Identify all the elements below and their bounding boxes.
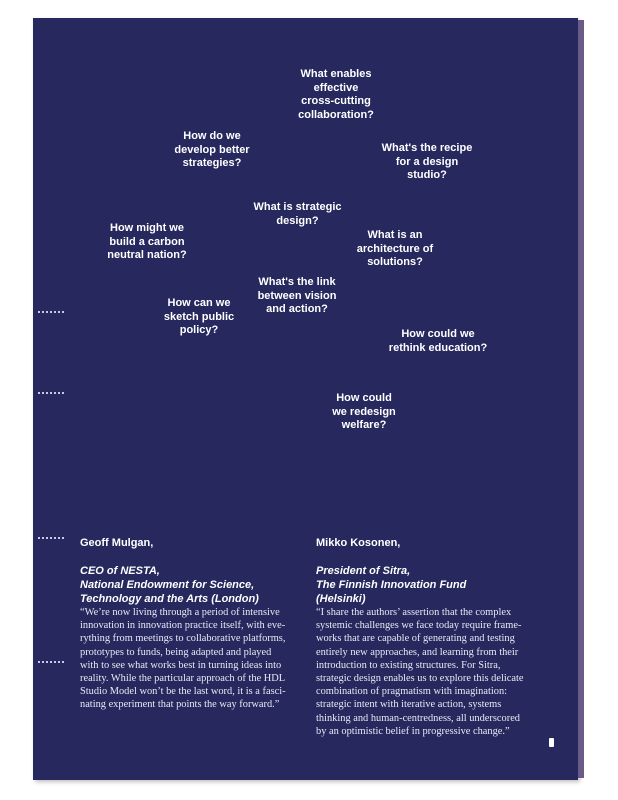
- attribution-role: CEO of NESTA, National Endowment for Science, Technology and the Arts (London): [80, 565, 259, 605]
- book-spine-edge: [578, 20, 584, 778]
- question-education: How could we rethink education?: [388, 328, 488, 354]
- dotted-marker: [38, 392, 64, 394]
- dotted-marker: [38, 661, 64, 663]
- question-strategies: How do we develop better strategies?: [174, 130, 250, 169]
- quote-mulgan: “We’re now living through a period of intensive innovation in innovation practice itself, with eve- rything from meetings to collaborative platforms, prototypes to funds, being adapted and played with to see what works best in turning ideas into reality. While the particular approach of the HDL Studio Model won’t be the last word, it is a fasci- nating experiment that points the way forward.”: [80, 607, 286, 711]
- dotted-marker: [38, 537, 64, 539]
- quote-kosonen: “I share the authors’ assertion that the complex systemic challenges we face today require frame- works that are capable of generating and testing entirely new approaches, and learning from their introduction to existing structures. For Sitra, strategic design enables us to explore this delicate combination of pragmatism with imagination: strategic intent with iterative action, systems thinking and human-centredness, all underscored by an optimistic belief in progressive change.”: [316, 607, 524, 737]
- question-collaboration: What enables effective cross-cutting collaboration?: [298, 68, 374, 121]
- corner-mark: [549, 738, 554, 747]
- question-welfare: How could we redesign welfare?: [332, 392, 396, 431]
- question-carbon-neutral: How might we build a carbon neutral nation?: [107, 222, 187, 261]
- question-vision-action: What's the link between vision and action?: [257, 276, 337, 315]
- question-strategic-design: What is strategic design?: [253, 201, 342, 227]
- dotted-marker: [38, 311, 64, 313]
- attribution-role: President of Sitra, The Finnish Innovation Fund (Helsinki): [316, 565, 467, 605]
- question-architecture: What is an architecture of solutions?: [356, 229, 434, 268]
- attribution-name: Mikko Kosonen,: [316, 537, 401, 549]
- question-public-policy: How can we sketch public policy?: [163, 297, 235, 336]
- question-design-studio: What's the recipe for a design studio?: [381, 142, 473, 181]
- attribution-name: Geoff Mulgan,: [80, 537, 154, 549]
